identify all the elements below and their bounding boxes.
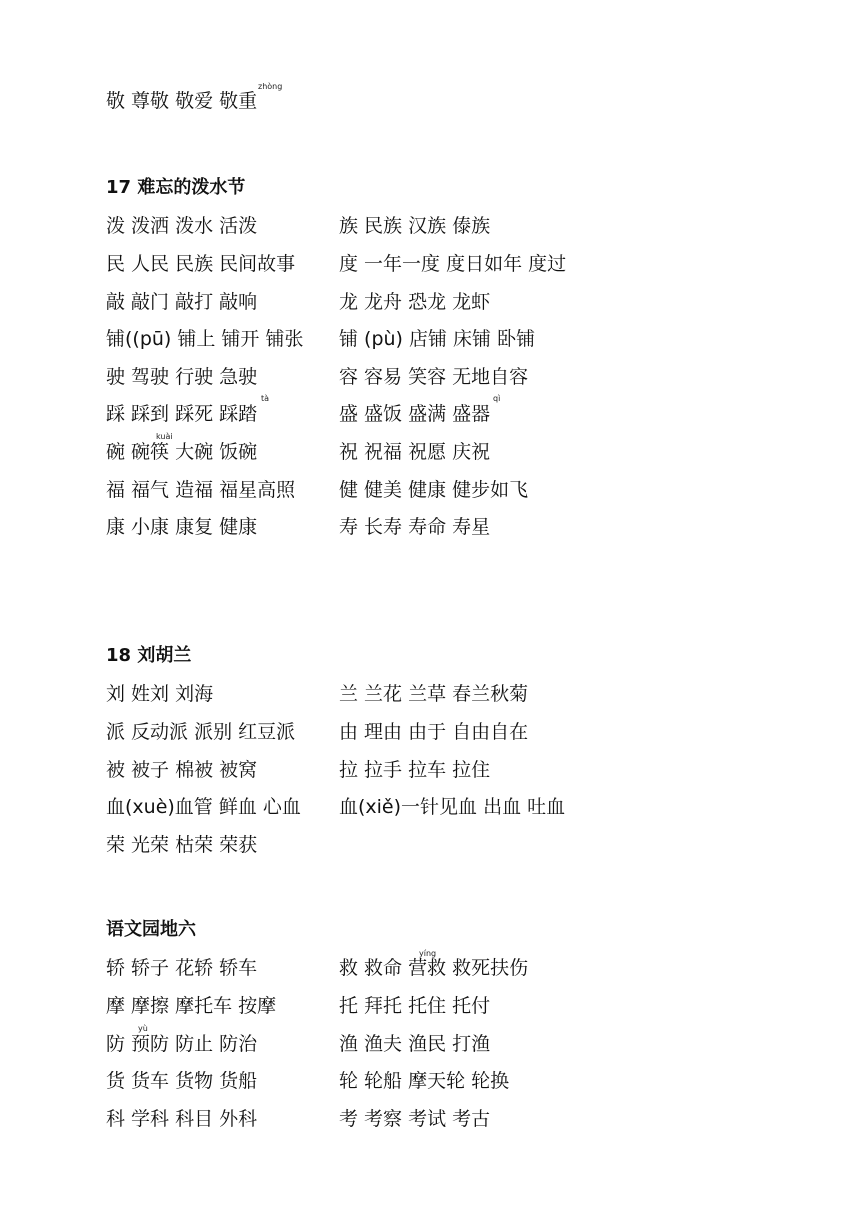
vocab-row: 被 被子 棉被 被窝 拉 拉手 拉车 拉住	[106, 759, 491, 781]
lesson-18-title: 18 刘胡兰	[106, 645, 192, 666]
vocab-row: 敲 敲门 敲打 敲响 龙 龙舟 恐龙 龙虾	[106, 291, 491, 313]
vocab-row: 摩 摩擦 摩托车 按摩 托 拜托 托住 托付	[106, 995, 491, 1017]
pinyin-annotation: yù	[138, 1024, 148, 1033]
pinyin-annotation: yíng	[419, 949, 437, 958]
lesson-17-title: 17 难忘的泼水节	[106, 177, 246, 198]
vocab-row: 货 货车 货物 货船 轮 轮船 摩天轮 轮换	[106, 1070, 510, 1092]
vocab-row: 派 反动派 派别 红豆派 由 理由 由于 自由自在	[106, 721, 529, 743]
vocab-row: 驶 驾驶 行驶 急驶 容 容易 笑容 无地自容	[106, 366, 529, 388]
vocab-row: 踩 踩到 踩死 踩踏 盛 盛饭 盛满 盛器 tà qì	[106, 394, 501, 425]
vocab-row: 泼 泼洒 泼水 活泼 族 民族 汉族 傣族	[106, 215, 491, 237]
pinyin-annotation: zhòng	[258, 82, 283, 91]
vocab-row: 血(xuè)血管 鲜血 心血 血(xiě)一针见血 出血 吐血	[106, 796, 566, 818]
vocab-row: 康 小康 康复 健康 寿 长寿 寿命 寿星	[106, 516, 491, 538]
vocab-row: 荣 光荣 枯荣 荣获	[106, 834, 258, 856]
pinyin-annotation: tà	[261, 394, 270, 403]
vocab-row: 铺((pū) 铺上 铺开 铺张 铺 (pù) 店铺 床铺 卧铺	[106, 328, 536, 350]
vocab-row: 福 福气 造福 福星高照 健 健美 健康 健步如飞	[106, 479, 529, 501]
vocab-row: 防 预防 防止 防治 渔 渔夫 渔民 打渔 yù	[106, 1024, 491, 1055]
vocab-row: 民 人民 民族 民间故事 度 一年一度 度日如年 度过	[106, 253, 567, 275]
vocab-line: 敬 尊敬 敬爱 敬重 zhòng	[106, 82, 283, 112]
vocab-row: 科 学科 科目 外科 考 考察 考试 考古	[106, 1108, 491, 1130]
pinyin-annotation: qì	[493, 394, 501, 403]
pinyin-annotation: kuài	[156, 432, 173, 441]
vocab-row: 刘 姓刘 刘海 兰 兰花 兰草 春兰秋菊	[106, 683, 529, 705]
vocab-row: 碗 碗筷 大碗 饭碗 祝 祝福 祝愿 庆祝 kuài	[106, 432, 491, 463]
vocab-row: 轿 轿子 花轿 轿车 救 救命 营救 救死扶伤 yíng	[106, 949, 529, 979]
garden-6-title: 语文园地六	[106, 919, 196, 940]
